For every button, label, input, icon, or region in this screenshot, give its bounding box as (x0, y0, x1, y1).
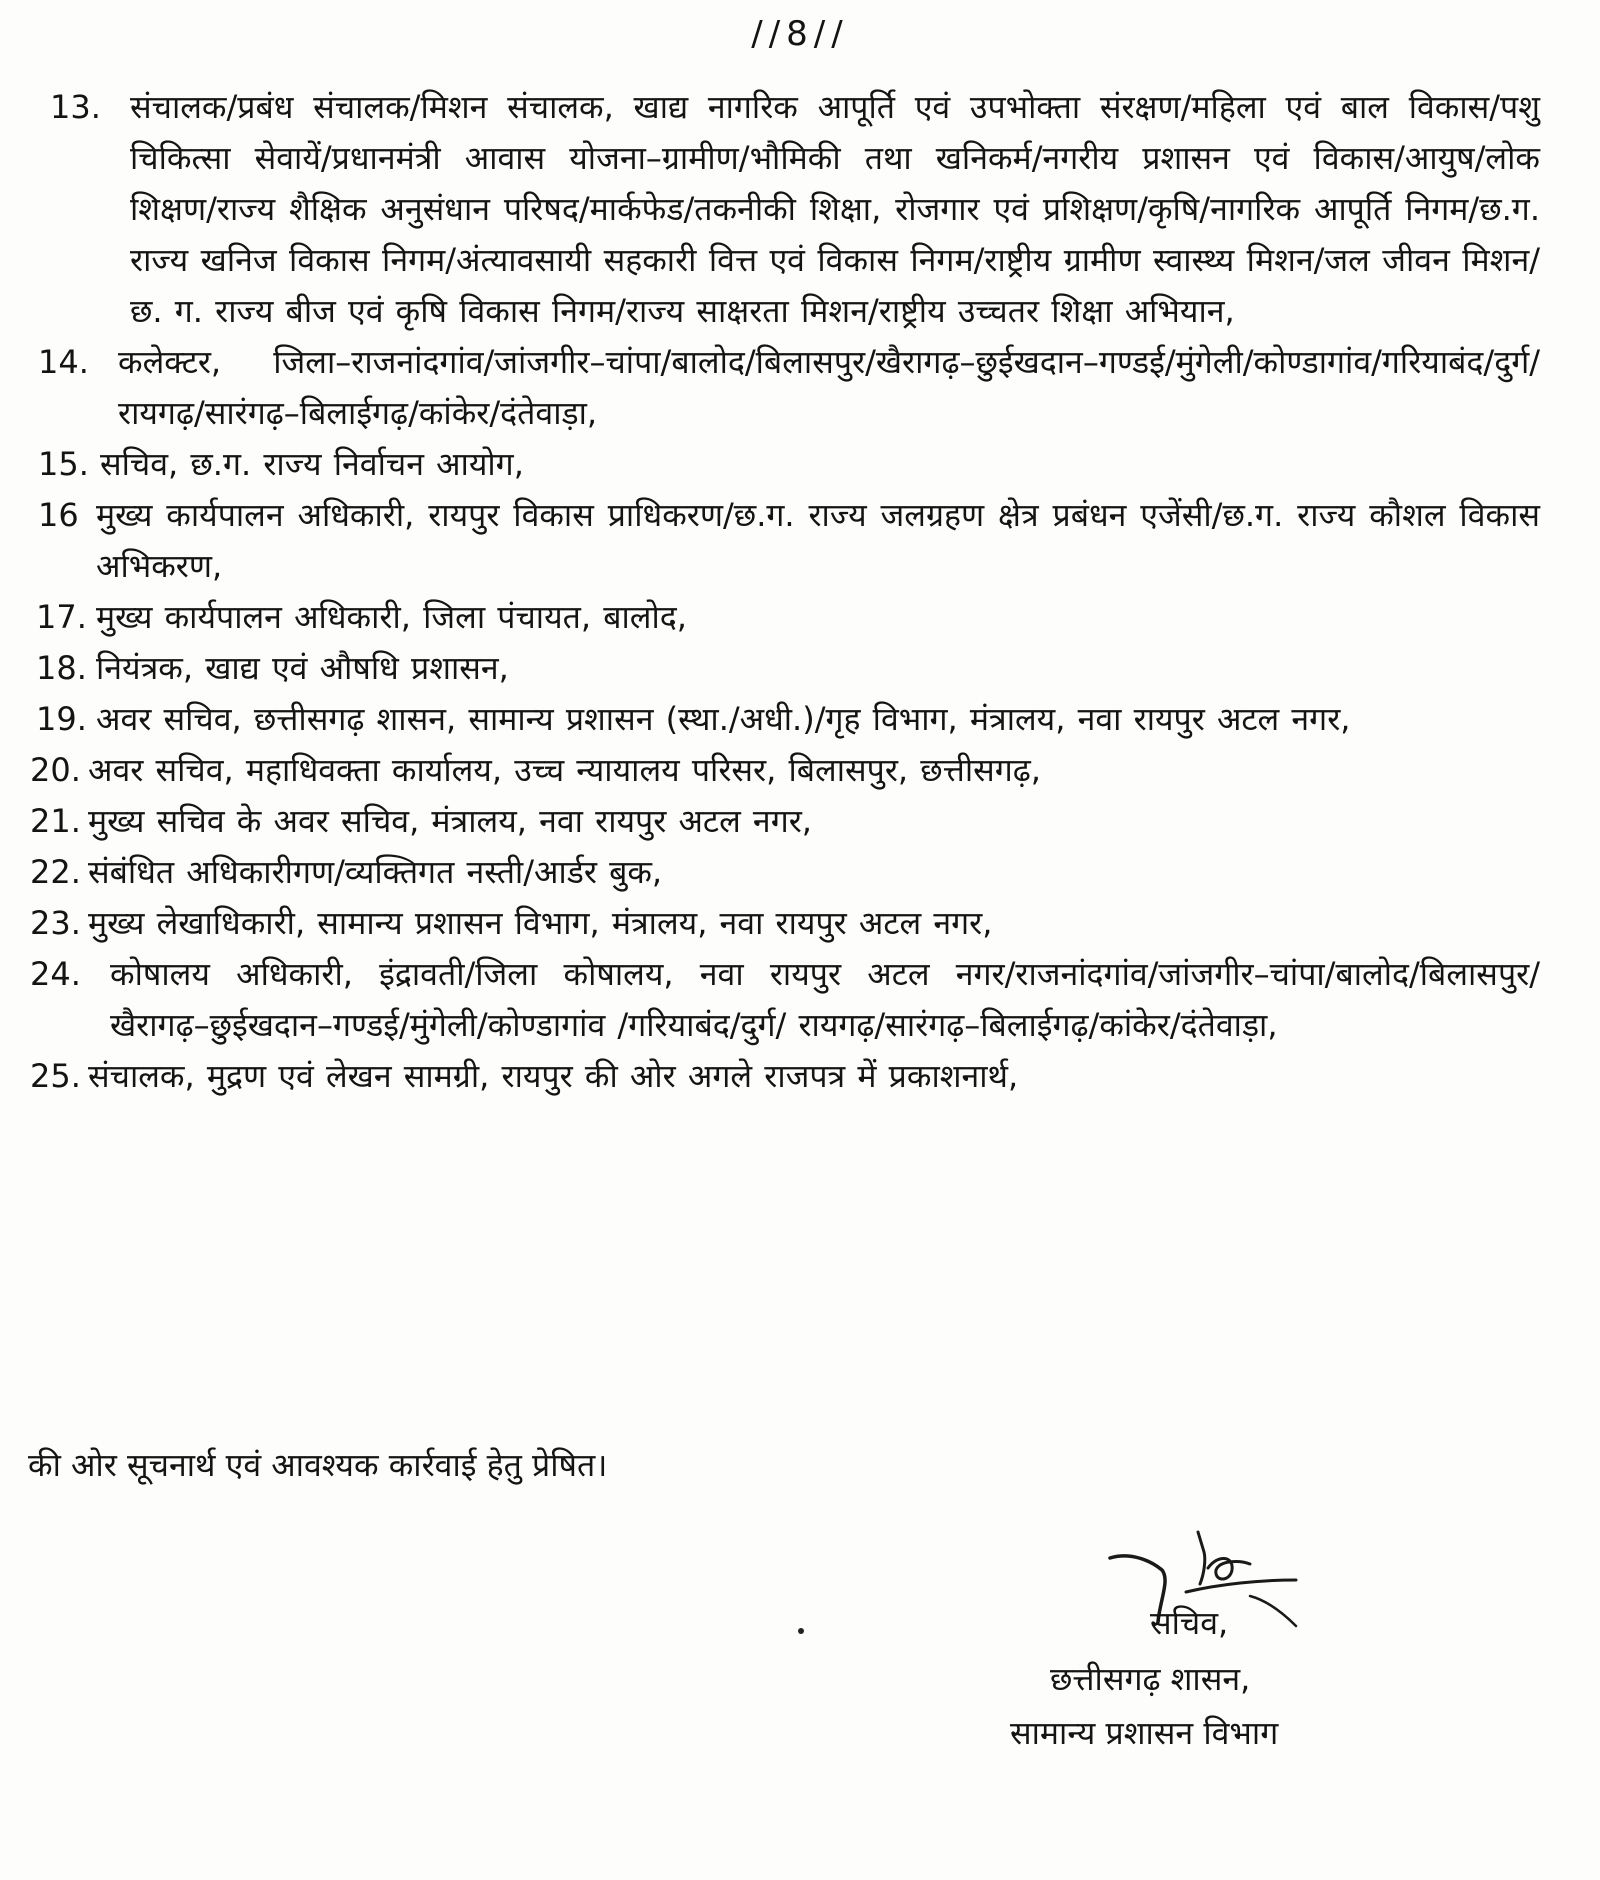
list-item-19 (30, 694, 1540, 745)
signatory-government: छत्तीसगढ़ शासन, (1050, 1660, 1251, 1698)
page-number: //8// (751, 14, 849, 54)
signatory-department: सामान्य प्रशासन विभाग (1010, 1714, 1279, 1752)
item-number: 20. (30, 751, 81, 789)
list-item-15 (30, 439, 1540, 490)
signatory-title: सचिव, (1150, 1604, 1229, 1642)
item-text: मुख्य लेखाधिकारी, सामान्य प्रशासन विभाग, मंत्रालय, नवा रायपुर अटल नगर, (88, 904, 993, 942)
item-text: मुख्य कार्यपालन अधिकारी, रायपुर विकास प्राधिकरण/छ.ग. राज्य जलग्रहण क्षेत्र प्रबंधन एजेंसी/छ.ग. राज्य कौशल विकास अभिकरण, (96, 496, 1540, 585)
item-text: नियंत्रक, खाद्य एवं औषधि प्रशासन, (96, 649, 509, 687)
list-item-13 (30, 82, 1540, 337)
list-item-25 (30, 1051, 1540, 1102)
item-number: 14. (38, 343, 89, 381)
item-text: संचालक/प्रबंध संचालक/मिशन संचालक, खाद्य नागरिक आपूर्ति एवं उपभोक्ता संरक्षण/महिला एवं बाल विकास/पशु चिकित्सा सेवायें/प्रधानमंत्री आवास योजना–ग्रामीण/भौमिकी तथा खनिकर्म/नगरीय प्रशासन एवं विकास/आयुष/लोक शिक्षण/राज्य शैक्षिक अनुसंधान परिषद/मार्कफेड/तकनीकी शिक्षा, रोजगार एवं प्रशिक्षण/कृषि/नागरिक आपूर्ति निगम/छ.ग. राज्य खनिज विकास निगम/अंत्यावसायी सहकारी वित्त एवं विकास निगम/राष्ट्रीय ग्रामीण स्वास्थ्य मिशन/जल जीवन मिशन/छ. ग. राज्य बीज एवं कृषि विकास निगम/राज्य साक्षरता मिशन/राष्ट्रीय उच्चतर शिक्षा अभियान, (130, 88, 1540, 330)
item-number: 18. (36, 649, 87, 687)
item-text: कलेक्टर, जिला–राजनांदगांव/जांजगीर–चांपा/बालोद/बिलासपुर/खैरागढ़–छुईखदान–गण्डई/मुंगेली/कोण्डागांव/गरियाबंद/दुर्ग/रायगढ़/सारंगढ़–बिलाईगढ़/कांकेर/दंतेवाड़ा, (118, 343, 1540, 432)
list-item-24 (30, 949, 1540, 1051)
item-text: सचिव, छ.ग. राज्य निर्वाचन आयोग, (100, 445, 524, 483)
list-item-21 (30, 796, 1540, 847)
item-number: 17. (36, 598, 87, 636)
item-text: अवर सचिव, छत्तीसगढ़ शासन, सामान्य प्रशासन (स्था./अधी.)/गृह विभाग, मंत्रालय, नवा रायपुर अटल नगर, (96, 700, 1351, 738)
list-item-22 (30, 847, 1540, 898)
signature-block (960, 1530, 1420, 1760)
list-item-17 (30, 592, 1540, 643)
list-item-14 (30, 337, 1540, 439)
item-number: 15. (38, 445, 89, 483)
item-number: 21. (30, 802, 81, 840)
item-text: कोषालय अधिकारी, इंद्रावती/जिला कोषालय, नवा रायपुर अटल नगर/राजनांदगांव/जांजगीर–चांपा/बालोद/बिलासपुर/खैरागढ़–छुईखदान–गण्डई/मुंगेली/कोण्डागांव /गरियाबंद/दुर्ग/ रायगढ़/सारंगढ़–बिलाईगढ़/कांकेर/दंतेवाड़ा, (110, 955, 1540, 1044)
item-number: 16 (38, 496, 79, 534)
list-item-18 (30, 643, 1540, 694)
item-number: 13. (50, 88, 101, 126)
list-item-23 (30, 898, 1540, 949)
item-text: मुख्य कार्यपालन अधिकारी, जिला पंचायत, बालोद, (96, 598, 687, 636)
item-number: 19. (36, 700, 87, 738)
item-text: अवर सचिव, महाधिवक्ता कार्यालय, उच्च न्यायालय परिसर, बिलासपुर, छत्तीसगढ़, (88, 751, 1041, 789)
item-text: संबंधित अधिकारीगण/व्यक्तिगत नस्ती/आर्डर बुक, (88, 853, 663, 891)
ink-dot (798, 1628, 804, 1634)
item-number: 23. (30, 904, 81, 942)
distribution-list (30, 82, 1540, 1102)
item-text: संचालक, मुद्रण एवं लेखन सामग्री, रायपुर की ओर अगले राजपत्र में प्रकाशनार्थ, (88, 1057, 1019, 1095)
item-number: 25. (30, 1057, 81, 1095)
closing-note: की ओर सूचनार्थ एवं आवश्यक कार्रवाई हेतु प्रेषित। (28, 1446, 608, 1484)
item-text: मुख्य सचिव के अवर सचिव, मंत्रालय, नवा रायपुर अटल नगर, (88, 802, 812, 840)
list-item-20 (30, 745, 1540, 796)
item-number: 24. (30, 955, 81, 993)
list-item-16 (30, 490, 1540, 592)
item-number: 22. (30, 853, 81, 891)
